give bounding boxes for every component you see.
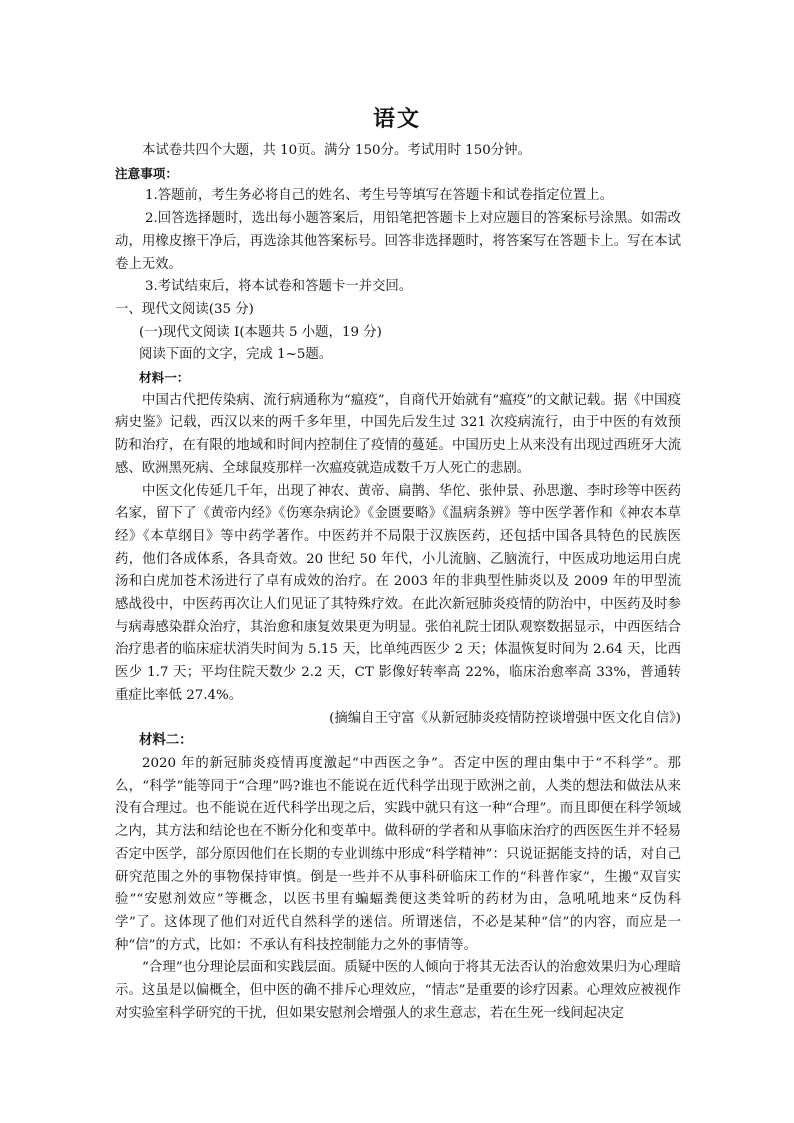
reading-instruction: 阅读下面的文字，完成 1~5题。	[139, 347, 333, 363]
page-title: 语文	[372, 107, 421, 132]
subsection-heading: (一)现代文阅读 I(本题共 5 小题，19 分)	[139, 324, 382, 340]
material-1-label: 材料一：	[139, 370, 190, 386]
exam-intro: 本试卷共四个大题，共 10页。满分 150分。考试用时 150分钟。	[142, 143, 531, 158]
material-2-paragraph: “合理”也分理论层面和实践层面。质疑中医的人倾向于将其无法否认的治愈效果归为心理暗示。这虽是以偏概全，但中医的确不排斥心理效应，“情志”是重要的诊疗因素。心理效应被视作对实验室科学研究的干扰，但如果安慰剂会增强人的求生意志，若在生死一线间起决定	[115, 960, 681, 1021]
material-1-source: (摘编自王守富《从新冠肺炎疫情防控谈增强中医文化自信》)	[329, 710, 681, 726]
section-heading: 一、现代文阅读(35 分)	[115, 301, 254, 317]
notice-item: 3.考试结束后，将本试卷和答题卡一并交回。	[145, 279, 413, 295]
notice-item: 2.回答选择题时，选出每小题答案后，用铅笔把答题卡上对应题目的答案标号涂黑。如需改动，用橡皮擦干净后，再选涂其他答案标号。回答非选择题时，将答案写在答题卡上。写在本试卷上无效。	[115, 211, 681, 272]
notice-item: 1.答题前，考生务必将自己的姓名、考生号等填写在答题卡和试卷指定位置上。	[145, 188, 614, 204]
exam-body	[115, 140, 681, 1025]
material-2-paragraph: 2020 年的新冠肺炎疫情再度激起“中西医之争”。否定中医的理由集中于“不科学”。那么，“科学”能等同于“合理”吗?谁也不能说在近代科学出现于欧洲之前，人类的想法和做法从来没有合理过。也不能说在近代科学出现之后，实践中就只有这一种“合理”。而且即便在科学领域之内，其方法和结论也在不断分化和变革中。做科研的学者和从事临床治疗的西医医生并不轻易否定中医学，部分原因他们在长期的专业训练中形成“科学精神”：只说证据能支持的话，对自己研究范围之外的事物保持审慎。倒是一些并不从事科研临床工作的“科普作家”，生搬“双盲实验”“安慰剂效应”等概念，以医书里有蝙蝠粪便这类耸听的药材为由，急吼吼地来“反伪科学”了。这体现了他们对近代自然科学的迷信。所谓迷信，不必是某种“信”的内容，而应是一种“信”的方式，比如：不承认有科技控制能力之外的事情等。	[115, 755, 681, 953]
material-1-paragraph: 中国古代把传染病、流行病通称为“瘟疫”，自商代开始就有“瘟疫”的文献记载。据《中国疫病史鉴》记载，西汉以来的两千多年里，中国先后发生过 321 次疫病流行，由于中医的有效预防和治疗，在有限的地域和时间内控制住了疫情的蔓延。中国历史上从来没有出现过西班牙大流感、欧洲黑死病、全球鼠疫那样一次瘟疫就造成数千万人死亡的悲剧。	[115, 392, 681, 476]
material-1-paragraph: 中医文化传延几千年，出现了神农、黄帝、扁鹊、华佗、张仲景、孙思邈、李时珍等中医药名家，留下了《黄帝内经》《伤寒杂病论》《金匮要略》《温病条辨》等中医学著作和《神农本草经》《本草纲目》等中药学著作。中医药并不局限于汉族医药，还包括中国各具特色的民族医药，他们各成体系，各具奇效。20 世纪 50 年代，小儿流脑、乙脑流行，中医成功地运用白虎汤和白虎加苍术汤进行了卓有成效的治疗。在 2003 年的非典型性肺炎以及 2009 年的甲型流感战役中，中医药再次让人们见证了其特殊疗效。在此次新冠肺炎疫情的防治中，中医药及时参与病毒感染群众治疗，其治愈和康复效果更为明显。张伯礼院士团队观察数据显示，中西医结合治疗患者的临床症状消失时间为 5.15 天，比单纯西医少 2 天；体温恢复时间为 2.64 天，比西医少 1.7 天；平均住院天数少 2.2 天，CT 影像好转率高 22%，临床治愈率高 33%，普通转重症比率低 27.4%。	[115, 483, 681, 703]
material-2-label: 材料二：	[139, 733, 193, 749]
notice-heading: 注意事项：	[115, 165, 178, 181]
